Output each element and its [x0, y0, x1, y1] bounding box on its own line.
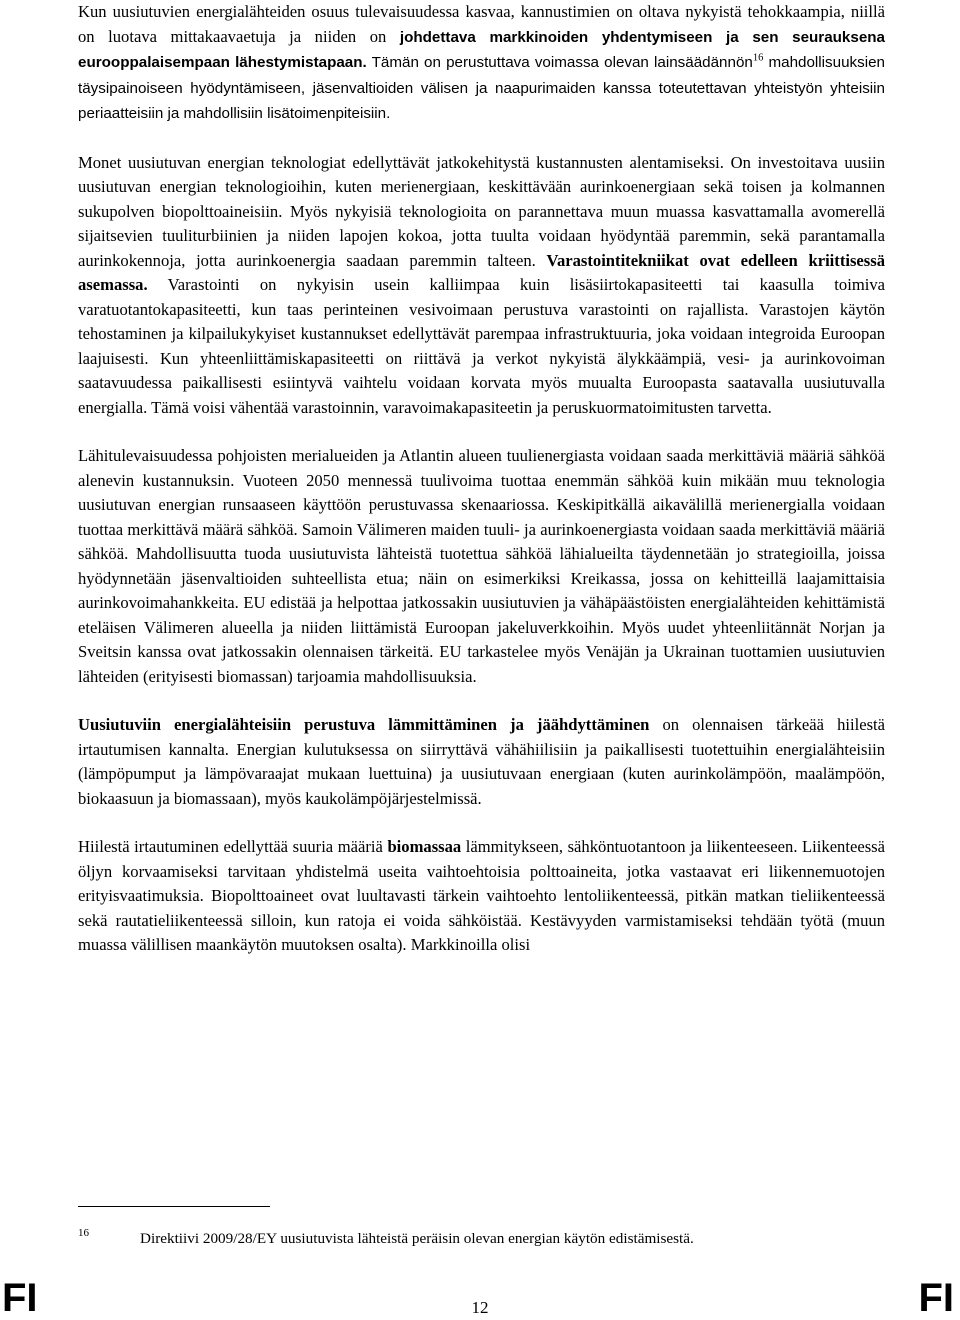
footnote-number: 16 [78, 1227, 89, 1239]
document-body [78, 0, 885, 958]
language-code-right: FI [918, 1276, 954, 1320]
paragraph-2-intro: Monet uusiutuvan energian teknologiat edellyttävät jatkokehitystä kustannusten alentamiseksi. On investoitava uusiin uusiutuvan energian teknologioihin, kuten merienergiaan, keskittävään aurinkoenergiaan sekä toisen ja kolmannen sukupolven biopolttoaineisiin. Myös nykyisiä teknologioita on parannettava muun muassa kasvattamalla avomerellä sijaitsevien tuuliturbiinien ja niiden lapojen kokoa, jotta tuulta voidaan hyödyntää paremmin, sekä parantamalla aurinkokennoja, jotta aurinkoenergia saadaan paremmin talteen. [78, 152, 885, 270]
paragraph-5-end: lämmitykseen, sähköntuotantoon ja liikenteeseen. Liikenteessä öljyn korvaamiseksi tarvitaan yhdistelmä useita vaihtoehtoisia polttoaineita, jotka vastaavat eri liikennemuotojen erityisvaatimuksia. Biopolttoaineet ovat luultavasti tärkein vaihtoehto lentoliikenteessä, pitkän matkan tieliikenteessä sekä rautatieliikenteessä silloin, kun ratoja ei voida sähköistää. Kestävyyden varmistamiseksi tehdään työtä (muun muassa välillisen maankäytön muutoksen osalta). Markkinoilla olisi [78, 837, 885, 954]
paragraph-2-bold: Varastointitekniikat ovat edelleen kriittisessä asemassa. [78, 250, 885, 294]
paragraph-3: Lähitulevaisuudessa pohjoisten merialueiden ja Atlantin alueen tuulienergiasta voidaan saada merkittäviä määriä sähköä alenevin kustannuksin. Vuoteen 2050 mennessä tuulivoima tuottaa enemmän sähköä kuin mikään muu teknologia uusiutuvan energian runsaaseen käyttöön perustuvassa skenaariossa. Keskipitkällä aikavälillä merienergialla voidaan tuottaa merkittävä määrä sähköä. Samoin Välimeren maiden tuuli- ja aurinkoenergiasta voidaan saada merkittäviä määriä sähköä. Mahdollisuutta tuoda uusiutuvista lähteistä tuotettua sähköä lähialueilta täydennetään jo strategioilla, joissa hyödynnetään jäsenvaltioiden suhteellista etua; näin on esimerkiksi Kreikassa, jossa on kehitteillä laajamittaisia aurinkovoimahankkeita. EU edistää ja helpottaa jatkossakin uusiutuvien ja vähäpäästöisten energialähteiden kehittämistä eteläisen Välimeren alueella ja niiden liittämistä Euroopan jakeluverkkoihin. Myös uudet yhteenliitännät Norjan ja Sveitsin kanssa ovat jatkossakin olennaisen tärkeitä. EU tarkastelee myös Venäjän ja Ukrainan tuottamien uusiutuvien lähteiden (erityisesti biomassan) tarjoamia mahdollisuuksia. [78, 446, 885, 686]
paragraph-1 [78, 0, 885, 127]
paragraph-1-end: mahdollisuuksien täysipainoiseen hyödyntämiseen, jäsenvaltioiden välisen ja naapurimaiden kanssa toteutettavan yhteistyön yhteisiin periaatteisiin ja mahdollisiin lisätoimenpiteisiin. [78, 54, 885, 122]
paragraph-4-bold: Uusiutuviin energialähteisiin perustuva lämmittäminen ja jäähdyttäminen [78, 715, 650, 734]
paragraph-2-end: Varastointi on nykyisin usein kalliimpaa kuin lisäsiirtokapasiteetti tai kaasulla toimiva varatuotantokapasiteetti, kun taas perinteinen vesivoimaan perustuva varastointi on rajallista. Varastojen käytön tehostaminen ja kilpailukykyiset kustannukset edellyttävät parempaa infrastruktuuria, joka voidaan integroida Euroopan laajuisesti. Kun yhteenliittämiskapasiteetti on riittävä ja verkot nykyistä älykkäämpiä, vesi- ja aurinkovoiman saatavuudessa paikallisesti esiintyvä vaihtelu voidaan korvata myös muualta Euroopasta saatavalla uusiutuvalla energialla. Tämä voisi vähentää varastoinnin, varavoimakapasiteetin ja peruskuormatoimitusten tarvetta. [78, 275, 885, 417]
footnote-divider [78, 1206, 270, 1207]
paragraph-4-end: on olennaisen tärkeää hiilestä irtautumisen kannalta. Energian kulutuksessa on siirryttävä vähähiilisiin ja paikallisesti tuotettuihin energialähteisiin (lämpöpumput ja lämpövaraajat mukaan luettuina) ja uusiutuvaan energiaan (kuten aurinkolämpöön, maalämpöön, biokaasuun ja biomassaan), myös kaukolämpöjärjestelmissä. [78, 715, 886, 808]
paragraph-4 [78, 713, 885, 811]
paragraph-1-middle: Tämän on perustuttava voimassa olevan lainsäädännön [366, 54, 753, 71]
page-number: 12 [471, 1298, 489, 1317]
language-code-left: FI [2, 1276, 38, 1320]
paragraph-5 [78, 835, 885, 958]
footnote-reference[interactable]: 16 [752, 52, 764, 64]
paragraph-5-intro: Hiilestä irtautuminen edellyttää suuria määriä [78, 837, 388, 856]
paragraph-5-bold: biomassaa [387, 837, 462, 856]
paragraph-1-bold: johdettava markkinoiden yhdentymiseen ja sen seurauksena eurooppalaisempaan lähestymistapaan. [78, 28, 885, 71]
paragraph-1-intro: Kun uusiutuvien energialähteiden osuus tulevaisuudessa kasvaa, kannustimien on oltava nykyistä tehokkaampia, niillä on luotava mittakaavaetuja ja niiden on [78, 2, 885, 46]
footnote-text: Direktiivi 2009/28/EY uusiutuvista lähteistä peräisin olevan energian käytön edistämisestä. [140, 1230, 694, 1247]
paragraph-2 [78, 151, 885, 421]
